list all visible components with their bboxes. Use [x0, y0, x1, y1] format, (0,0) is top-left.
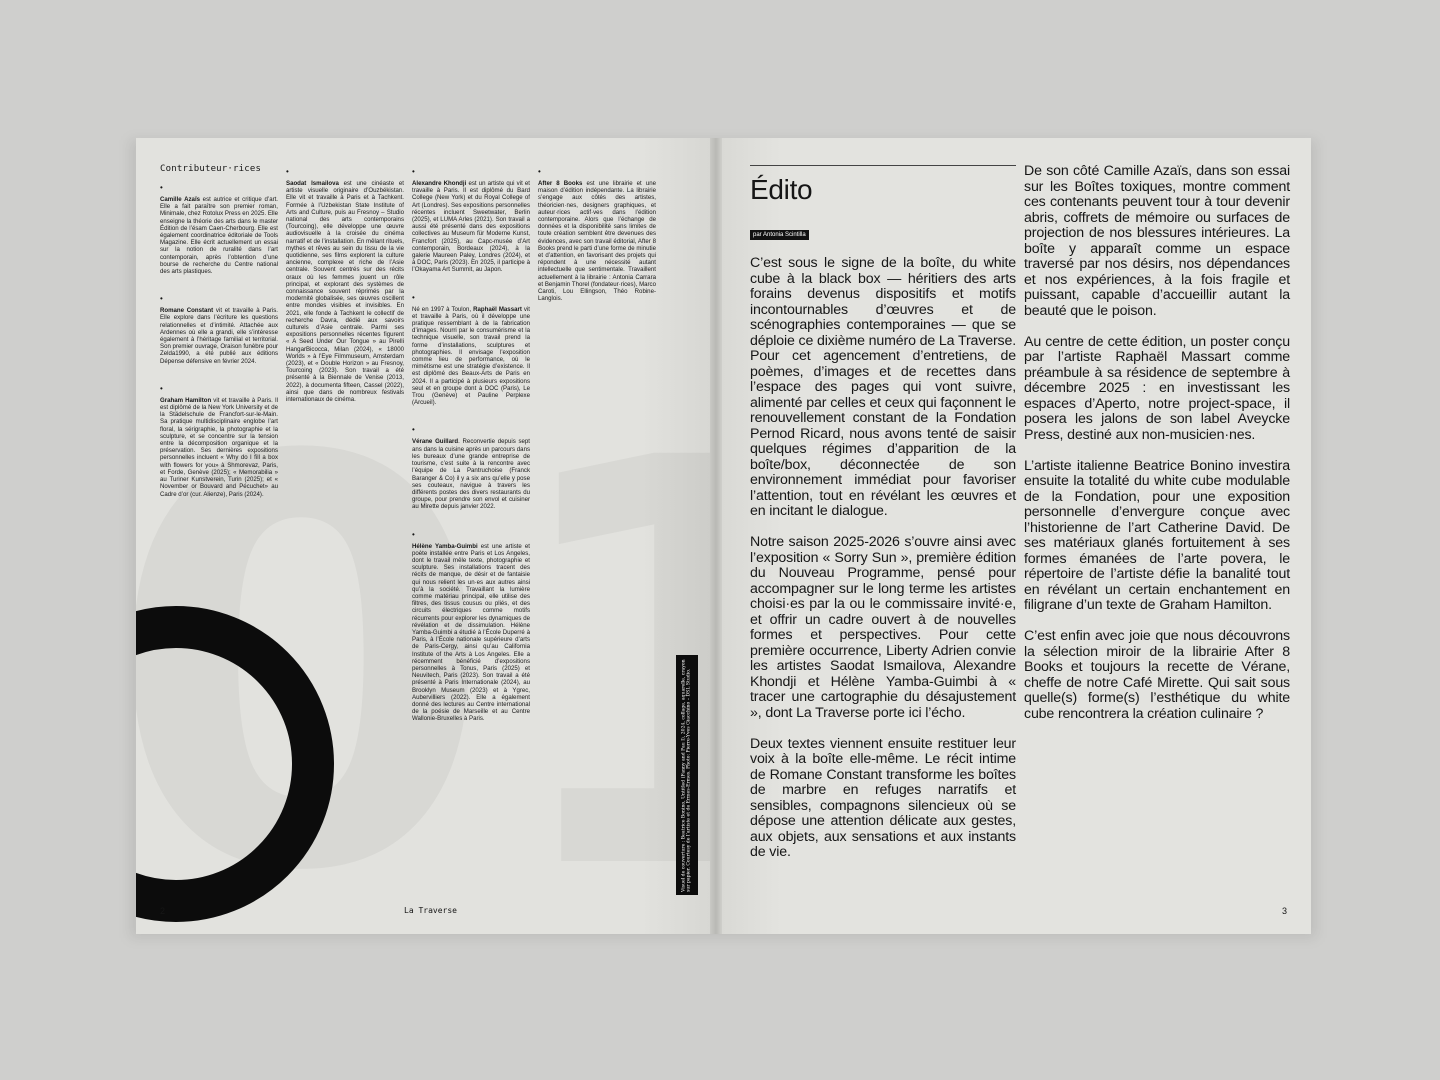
- bio-after-8-books: • After 8 Books est une librairie et une maison d’édition indépendante. La librairie s’engage aux côtés des artistes, théoricien·nes, designers graphiques, et auteur·rices actif·ves dans l’édition contemporaine. Alors que l’échange de données et la disponibilité sans limites de toute création semblent être devenues des évidences, avec son travail éditorial, After 8 Books prend le parti d’une forme de minutie et d’attention, en favorisant des projets qui répondent à une nécessité autant intellectuelle que sentimentale. Travaillent actuellement à la librairie : Antonia Carrara et Benjamin Thorel (fondateur·rices), Marco Caroti, Lou Ellingson, Théo Robine-Langlois.: [538, 167, 656, 303]
- bio-romane-constant: • Romane Constant vit et travaille à Paris. Elle explore dans l’écriture les questions relationnelles et d’intimité. Attachée aux Ardennes où elle a grandi, elle s’intéresse également à l’héritage familial et territorial. Son premier ouvrage, Oraison funèbre pour Zelda1990, a été publié aux éditions Dépense défensive en février 2024.: [160, 294, 279, 365]
- paragraph: Notre saison 2025-2026 s’ouvre ainsi avec l’exposition « Sorry Sun », première édition du Nouveau Programme, pensé pour accompagner sur le long terme les artistes choisi·es par la ou le commissaire invité·e, et offrir un cadre ouvert à de nouvelles formes et perspectives. Pour cette première occurrence, Liberty Adrien convie les artistes Saodat Ismailova, Alexandre Khondji et Hélène Yamba-Guimbi à « tracer une cartographie du désajustement », dont La Traverse porte ici l’écho.: [750, 534, 1016, 721]
- paragraph: L’artiste italienne Beatrice Bonino investira ensuite la totalité du white cube modulable de la Fondation, pour une exposition personnelle d’envergure conçue avec l’historienne de l’art Catherine David. De ses matériaux glanés fortuitement à ses formes émanées de l’arte povera, le répertoire de l’artiste défie la banalité tout en révélant un certain enchantement en filigrane d’un texte de Graham Hamilton.: [1024, 457, 1290, 613]
- bio-raphael-massart: • Né en 1997 à Toulon, Raphaël Massart vit et travaille à Paris, où il développe une pratique ressemblant à de la fabrication d’images. Nourri par le consumérisme et la technique visuelle, son travail prend la forme d’installations, sculptures et photographies. Il envisage l’exposition comme lieu de performance, où le mimétisme est une stratégie d’existence. Il est diplômé des Beaux-Arts de Paris en 2024. Il a participé à plusieurs expositions seul et en groupe dont à DOC (Paris), Le Trou (Genève) et Pauline Perplexe (Arcueil).: [412, 292, 530, 407]
- edito-title: Édito: [750, 174, 813, 205]
- contributors-heading: Contributeur·rices: [160, 164, 262, 174]
- bio-verane-guillard: • Vérane Guillard. Reconvertie depuis sept ans dans la cuisine après un parcours dans les bureaux d’une grande entreprise de tourisme, c’est suite à la rencontre avec l’équipe de La Pantruchoise (Franck Baranger & Co) il y a six ans qu’elle y pose ses couteaux, navigue à travers les différents postes des divers restaurants du groupe, pour prendre son envol et cuisiner au Mirette depuis janvier 2022.: [412, 425, 530, 511]
- page-number-left: 2: [160, 906, 166, 916]
- bio-column-3: [412, 168, 530, 743]
- left-page: [136, 138, 710, 934]
- bio-helene-yamba-guimbi: • Hélène Yamba-Guimbi est une artiste et poète installée entre Paris et Los Angeles, dont le travail mêle texte, photographie et sculpture. Ses installations tracent des récits de manque, de désir et de fantaisie qui nous relient les un·es aux autres ainsi qu’à la société. Travaillant la lumière comme matériau principal, elle utilise des filtres, des tissus cousus ou pliés, et des circuits électriques comme motifs récurrents pour explorer les dynamiques de révélation et de dissimulation. Hélène Yamba-Guimbi a étudié à l’École Duperré à Paris, à l’École nationale supérieure d’arts de Paris-Cergy, ainsi qu’au California Institute of the Arts à Los Angeles. Elle a récemment bénéficié d’expositions personnelles à Tonus, Paris (2025) et Neuvitech, Paris (2023). Son travail a été présenté à Paris Internationale (2024), au Brooklyn Museum (2023) et à Ygrec, Aubervilliers (2022). Elle a également donné des lectures au Centre international de la poésie de Marseille et au Centre Wallonie-Bruxelles à Paris.: [412, 529, 530, 723]
- bio-graham-hamilton: • Graham Hamilton vit et travaille à Paris. Il est diplômé de la New York University et de la Städelschule de Francfort-sur-le-Main. Sa pratique multidisciplinaire englobe l’art floral, la sérigraphie, la photographie et la sculpture, et se concentre sur la tension entre la décomposition organique et la préservation. Ses dernières expositions personnelles incluent « Why do I fill a box with flowers for you» à Shmorevaz, Paris, et Forde, Genève (2025); « Memorabilia » au Turiner Kunstverein, Turin (2025); et « November or Bouvard and Pécuchet» au Cadre d’or (cur. Alienze), Paris (2024).: [160, 383, 278, 498]
- bio-column-4: [538, 168, 656, 322]
- bio-column-2: [286, 168, 404, 423]
- running-title: La Traverse: [404, 906, 457, 915]
- bio-column-1: [160, 184, 278, 518]
- cover-caption: Visuel de couverture : Beatrice Bonino, Untitled (Fanny and Pau I), 2024, collage, aquarelle, crayon sur papier. Courtesy de l’artiste et de Ermes-Ermes. Photo: Pierre-Yves Giacchino – DSL Studio.: [676, 655, 698, 895]
- paragraph: C’est enfin avec joie que nous découvrons la sélection miroir de la librairie After 8 Books et toujours la recette de Vérane, cheffe de notre Café Mirette. Qui sait sous quelle(s) forme(s) l’esthétique du white cube rencontrera la création culinaire ?: [1024, 628, 1290, 722]
- paragraph: De son côté Camille Azaïs, dans son essai sur les Boîtes toxiques, montre comment ces contenants peuvent tour à tour devenir abris, coffrets de mémoire ou surfaces de projection de nos blessures intérieures. La boîte y apparaît comme un espace traversé par nos désirs, nos dépendances et nos expériences, à la fois fragile et puissant, capable d’accueillir autant la beauté que le poison.: [1024, 163, 1290, 319]
- edito-column-2: [1024, 164, 1290, 738]
- spine-gutter: [710, 138, 722, 934]
- paragraph: Deux textes viennent ensuite restituer leur voix à la boîte elle-même. Le récit intime de Romane Constant transforme les boîtes de marbre en refuges narratifs et sensibles, compagnons silencieux où se dépose une attention délicate aux gestes, aux objets, aux sensations et aux instants de vie.: [750, 735, 1016, 860]
- right-page: [722, 138, 1311, 934]
- bio-saodat-ismailova: • Saodat Ismailova est une cinéaste et artiste visuelle originaire d’Ouzbékistan. Elle vit et travaille à Paris et à Tachkent. Formée à l’Uzbekistan State Institute of Arts and Culture, puis au Fresnoy – Studio national des arts contemporains (Tourcoing), elle développe une œuvre audiovisuelle à la croisée du cinéma narratif et de l’installation. En mêlant rituels, mythes et rêves au sein du tissu de la vie quotidienne, ses films explorent la culture ancienne, complexe et riche de l’Asie centrale. Souvent centrés sur des récits oraux où les femmes jouent un rôle principal, et explorant des systèmes de connaissance souvent réprimés par la modernité globalisée, ses œuvres oscillent entre mondes visibles et invisibles. En 2021, elle fonde à Tachkent le collectif de recherche Davra, dédié aux savoirs culturels d’Asie centrale. Parmi ses expositions personnelles récentes figurent « A Seed Under Our Tongue » au Pirelli HangarBicocca, Milan (2024), « 18000 Worlds » à l’Eye Filmmuseum, Amsterdam (2023), et « Double Horizon » au Fresnoy, Tourcoing (2023). Son travail a été présenté à la Biennale de Venise (2013, 2022), à documenta fifteen, Cassel (2022), ainsi que dans de nombreux festivals internationaux de cinéma.: [286, 167, 404, 404]
- edito-column-1: [750, 256, 1016, 876]
- byline: par Antonia Scintilla: [750, 230, 809, 240]
- paragraph: C’est sous le signe de la boîte, du white cube à la black box — héritiers des arts forains devenus dispositifs et motifs incontournables d’œuvres et de scénographies contemporaines — que se déploie ce dixième numéro de La Traverse. Pour cet agencement d’entretiens, de poèmes, d’images et de recettes dans l’espace des pages qui vont suivre, alimenté par celles et ceux qui façonnent le renouvellement constant de la Fondation Pernod Ricard, nous avons tenté de saisir quelques régimes d’apparition de la boîte/box, déconnectée de son environnement immédiat pour favoriser l’attention, tout en révélant les œuvres et en incitant le dialogue.: [750, 255, 1016, 519]
- bio-alexandre-khondji: • Alexandre Khondji est un artiste qui vit et travaille à Paris. Il est diplômé du Bard College (New York) et du Royal College of Art (Londres). Ses expositions personnelles récentes incluent Sweetwater, Berlin (2025), et LUMA Arles (2021). Son travail a aussi été présenté dans des expositions collectives au Museum für Moderne Kunst, Francfort (2025), au Capc-musée d’Art contemporain, Bordeaux (2024), à la galerie Maureen Paley, Londres (2024), et à DOC, Paris (2023). En 2025, il participe à l’Okayama Art Summit, au Japon.: [412, 167, 530, 274]
- title-rule: [750, 165, 1016, 166]
- paragraph: Au centre de cette édition, un poster conçu par l’artiste Raphaël Massart comme préambule à sa résidence de septembre à décembre 2025 : en investissant les espaces d’Aperto, notre project-space, il posera les jalons de son label Aveycke Press, destiné aux non-musicien·nes.: [1024, 333, 1290, 443]
- page-number-right: 3: [1282, 906, 1288, 916]
- bio-camille-azais: • Camille Azaïs est autrice et critique d’art. Elle a fait paraître son premier roman, Minimale, chez Rotolux Press en 2025. Elle enseigne la théorie des arts dans le master Édition de l’ésam Caen-Cherbourg. Elle est également coordinatrice éditoriale de Tools Magazine. Elle écrit actuellement un essai sur la notion de ruralité dans l’art contemporain, après l’obtention d’une bourse de recherche du Centre national des arts plastiques.: [160, 183, 278, 276]
